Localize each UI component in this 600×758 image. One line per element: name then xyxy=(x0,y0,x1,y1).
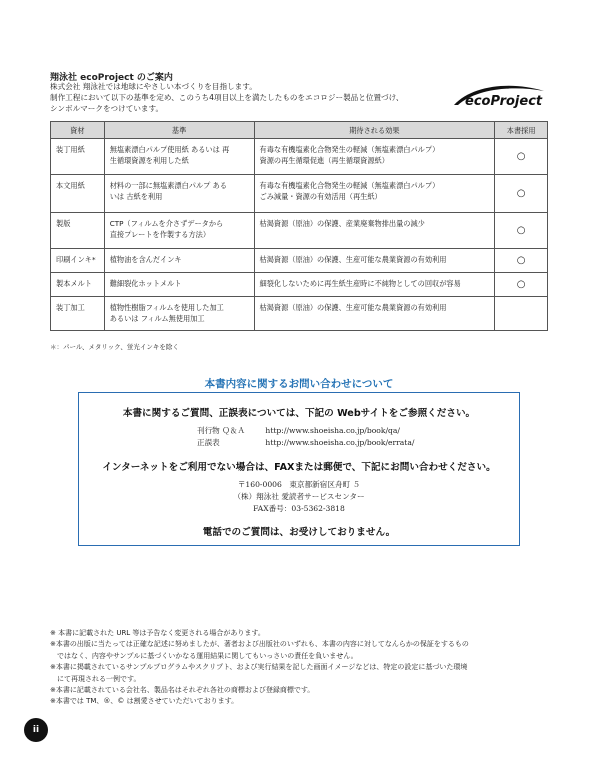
material-cell: 製版 xyxy=(51,213,105,249)
criteria-cell: 無塩素漂白パルプ使用紙 あるいは 再 生循環資源を利用した紙 xyxy=(104,139,254,175)
effect-cell: 枯渇資源（原油）の保護、生産可能な農業資源の有効利用 xyxy=(254,249,495,273)
eco-criteria-table xyxy=(50,121,548,331)
link-row-errata[interactable] xyxy=(197,437,414,448)
material-cell: 製本メルト xyxy=(51,273,105,297)
adopted-mark: ○ xyxy=(495,249,548,273)
material-cell: 本文用紙 xyxy=(51,175,105,213)
criteria-cell: 材料の一部に無塩素漂白パルプ ある いは 古紙を利用 xyxy=(104,175,254,213)
inquiry-fax-line: インターネットをご利用でない場合は、FAXまたは郵便で、下記にお問い合わせください。 xyxy=(102,462,496,473)
effect-cell: 細裂化しないために再生紙生産時に不純物としての回収が容易 xyxy=(254,273,495,297)
note-line: にて再現される一例です。 xyxy=(50,674,141,683)
table-row xyxy=(51,249,548,273)
header-adopted: 本書採用 xyxy=(495,122,548,139)
inquiry-company: （株）翔泳社 愛読者サービスセンター xyxy=(233,492,365,501)
eco-logo-text: ecoProject xyxy=(465,94,543,109)
inquiry-web-line: 本書に関するご質問、正誤表については、下記の Webサイトをご参照ください。 xyxy=(122,408,476,419)
effect-cell: 枯渇資源（原油）の保護、産業廃棄物排出量の減少 xyxy=(254,213,495,249)
note-line: ※本書に掲載されているサンプルプログラムやスクリプト、および実行結果を記した画面イメージなどは、特定の設定に基づいた環境 xyxy=(50,663,468,672)
material-cell: 装丁加工 xyxy=(51,297,105,331)
inquiry-heading: 本書内容に関するお問い合わせについて xyxy=(204,378,394,390)
inquiry-phone-note: 電話でのご質問は、お受けしておりません。 xyxy=(202,527,396,538)
inquiry-box xyxy=(78,392,520,546)
table-row xyxy=(51,273,548,297)
criteria-cell: 難細裂化ホットメルト xyxy=(104,273,254,297)
disclaimer-notes xyxy=(50,628,469,708)
table-header-row xyxy=(51,122,548,139)
note-line: ※本書では TM、®、© は割愛させていただいております。 xyxy=(50,697,239,706)
inquiry-address: 〒160-0006 東京都新宿区舟町 ５ xyxy=(237,480,361,489)
eco-intro-line: 株式会社 翔泳社では地球にやさしい本づくりを目指します。 xyxy=(50,82,257,91)
page-number: ii xyxy=(24,718,48,742)
effect-cell: 有毒な有機塩素化合物発生の軽減（無塩素漂白パルプ） 資源の再生循環促進（再生循環資源紙） xyxy=(254,139,495,175)
note-line: ※ 本書に記載された URL 等は予告なく変更される場合があります。 xyxy=(50,629,265,637)
adopted-mark: ○ xyxy=(495,273,548,297)
table-row xyxy=(51,175,548,213)
header-criteria: 基準 xyxy=(104,122,254,139)
adopted-mark: ○ xyxy=(495,139,548,175)
criteria-cell: CTP（フィルムを介さずデータから 直接プレートを作製する方法） xyxy=(104,213,254,249)
qa-url-link[interactable]: http://www.shoeisha.co.jp/book/qa/ xyxy=(265,426,400,435)
table-row xyxy=(51,297,548,331)
adopted-mark: ○ xyxy=(495,175,548,213)
inquiry-fax-number: FAX番号：03-5362-3818 xyxy=(253,504,345,513)
material-cell: 印刷インキ* xyxy=(51,249,105,273)
effect-cell: 有毒な有機塩素化合物発生の軽減（無塩素漂白パルプ） ごみ減量・資源の有効活用（再生紙） xyxy=(254,175,495,213)
adopted-mark: ○ xyxy=(495,213,548,249)
eco-title: 翔泳社 ecoProject のご案内 xyxy=(50,73,173,83)
table-row xyxy=(51,139,548,175)
link-label: 正誤表 xyxy=(197,438,220,447)
note-line: ※本書の出版に当たっては正確な記述に努めましたが、著者および出版社のいずれも、本書の内容に対してなんらかの保証をするもの xyxy=(50,640,469,649)
table-row xyxy=(51,213,548,249)
header-material: 資材 xyxy=(51,122,105,139)
link-label: 刊行物 Ｑ＆Ａ xyxy=(197,426,245,435)
table-footnote: ＊：パール、メタリック、蛍光インキを除く xyxy=(50,343,179,351)
eco-project-logo xyxy=(452,83,547,109)
eco-intro-line: 制作工程において以下の基準を定め、このうち4項目以上を満たしたものをエコロジー製品と位置づけ、 xyxy=(50,93,404,102)
header-effect: 期待される効果 xyxy=(254,122,495,139)
effect-cell: 枯渇資源（原油）の保護、生産可能な農業資源の有効利用 xyxy=(254,297,495,331)
material-cell: 装丁用紙 xyxy=(51,139,105,175)
note-line: ではなく、内容やサンプルに基づくいかなる運用結果に関してもいっさいの責任を負いません。 xyxy=(50,651,358,660)
criteria-cell: 植物性樹脂フィルムを使用した加工 あるいは フィルム無使用加工 xyxy=(104,297,254,331)
eco-intro-line: シンボルマークをつけています。 xyxy=(50,104,164,113)
errata-url-link[interactable]: http://www.shoeisha.co.jp/book/errata/ xyxy=(265,438,415,447)
adopted-mark xyxy=(495,297,548,331)
criteria-cell: 植物油を含んだインキ xyxy=(104,249,254,273)
link-row-qa[interactable] xyxy=(197,425,400,436)
note-line: ※本書に記載されている会社名、製品名はそれぞれ各社の商標および登録商標です。 xyxy=(50,686,315,695)
